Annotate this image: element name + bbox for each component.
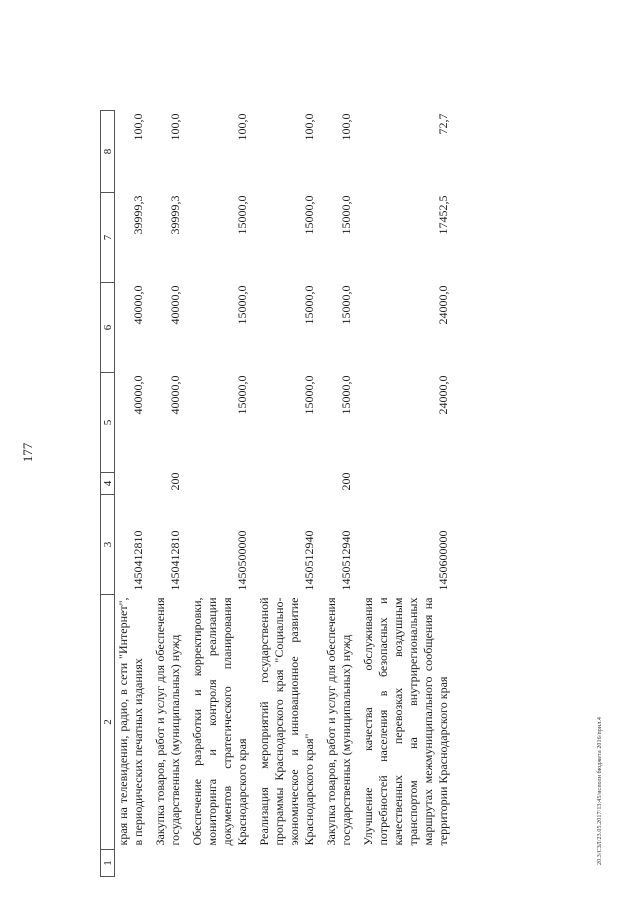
table-row xyxy=(254,111,321,877)
row-value-col7: 17452,5 xyxy=(436,195,450,235)
row-code: 1450412810 xyxy=(131,530,145,591)
column-number-7: 7 xyxy=(101,193,115,283)
row-description: Реализация мероприятий государственной программы Краснодарского края "Социально-экономическое и инновационное развитие Краснодарского края" xyxy=(257,597,316,846)
row-value-col7: 39999,3 xyxy=(168,195,182,235)
row-value-col8: 100,0 xyxy=(131,113,145,141)
row-value-col5: 40000,0 xyxy=(168,375,182,415)
row-value-col6: 15000,0 xyxy=(302,285,316,325)
row-code: 1450412810 xyxy=(168,530,182,591)
column-number-6: 6 xyxy=(101,283,115,373)
row-description: Закупка товаров, работ и услуг для обеспечения государственных (муниципальных) нужд xyxy=(324,597,353,846)
table-row xyxy=(115,111,151,877)
row-value-col6: 40000,0 xyxy=(131,285,145,325)
column-number-header-row xyxy=(101,111,115,877)
table-cell-empty xyxy=(321,850,358,877)
row-value-col5: 24000,0 xyxy=(436,375,450,415)
row-code: 1450600000 xyxy=(436,530,450,591)
row-value-col6: 15000,0 xyxy=(339,285,353,325)
row-value-col8: 100,0 xyxy=(302,113,316,141)
row-value-col6: 40000,0 xyxy=(168,285,182,325)
column-number-8: 8 xyxy=(101,111,115,193)
row-value-col6: 24000,0 xyxy=(436,285,450,325)
row-value-col8: 100,0 xyxy=(168,113,182,141)
footer-file-path: 20.3/СЗЛ/23.05.2017/13:45/исполн бюджета 2016/прил.4 xyxy=(597,716,603,865)
row-value-col5: 15000,0 xyxy=(302,375,316,415)
row-value-col6: 15000,0 xyxy=(235,285,249,325)
row-value-col7: 39999,3 xyxy=(131,195,145,235)
row-subcode: 200 xyxy=(339,472,353,491)
row-value-col5: 15000,0 xyxy=(235,375,249,415)
row-value-col7: 15000,0 xyxy=(339,195,353,235)
column-number-3: 3 xyxy=(101,495,115,595)
row-subcode xyxy=(254,473,321,495)
row-value-col5: 40000,0 xyxy=(131,375,145,415)
row-subcode: 200 xyxy=(168,472,182,491)
table-cell-empty xyxy=(358,850,455,877)
column-number-2: 2 xyxy=(101,595,115,850)
table-cell-empty xyxy=(187,850,254,877)
row-code: 1450512940 xyxy=(302,530,316,591)
table-row xyxy=(321,111,358,877)
row-value-col7: 15000,0 xyxy=(302,195,316,235)
table-cell-empty xyxy=(115,850,151,877)
budget-table xyxy=(100,110,455,877)
row-description: края на телевидении, радио, в сети "Интернет", в периодических печатных изданиях xyxy=(116,597,145,846)
row-subcode xyxy=(115,473,151,495)
column-number-5: 5 xyxy=(101,373,115,473)
table-row xyxy=(358,111,455,877)
row-value-col8: 72,7 xyxy=(436,113,450,135)
table-cell-empty xyxy=(150,850,187,877)
column-number-1: 1 xyxy=(101,850,115,877)
row-value-col8: 100,0 xyxy=(339,113,353,141)
row-description: Обеспечение разработки и корректировки, мониторинга и контроля реализации документов стратегического планирования Краснодарского края xyxy=(190,597,249,846)
row-code: 1450512940 xyxy=(339,530,353,591)
row-subcode xyxy=(358,473,455,495)
table-row xyxy=(187,111,254,877)
table-row xyxy=(150,111,187,877)
column-number-4: 4 xyxy=(101,473,115,495)
row-value-col7: 15000,0 xyxy=(235,195,249,235)
row-code: 1450500000 xyxy=(235,530,249,591)
row-value-col5: 15000,0 xyxy=(339,375,353,415)
row-description: Улучшение качества обслуживания потребностей населения в безопасных и качественных перевозках воздушным транспортом на внутрирегиональных маршрутах межмуниципального сообщения на территории Краснодарского края xyxy=(361,597,450,846)
row-description: Закупка товаров, работ и услуг для обеспечения государственных (муниципальных) нужд xyxy=(153,597,182,846)
table-cell-empty xyxy=(254,850,321,877)
row-subcode xyxy=(187,473,254,495)
row-value-col8: 100,0 xyxy=(235,113,249,141)
page-number: 177 xyxy=(20,442,35,463)
